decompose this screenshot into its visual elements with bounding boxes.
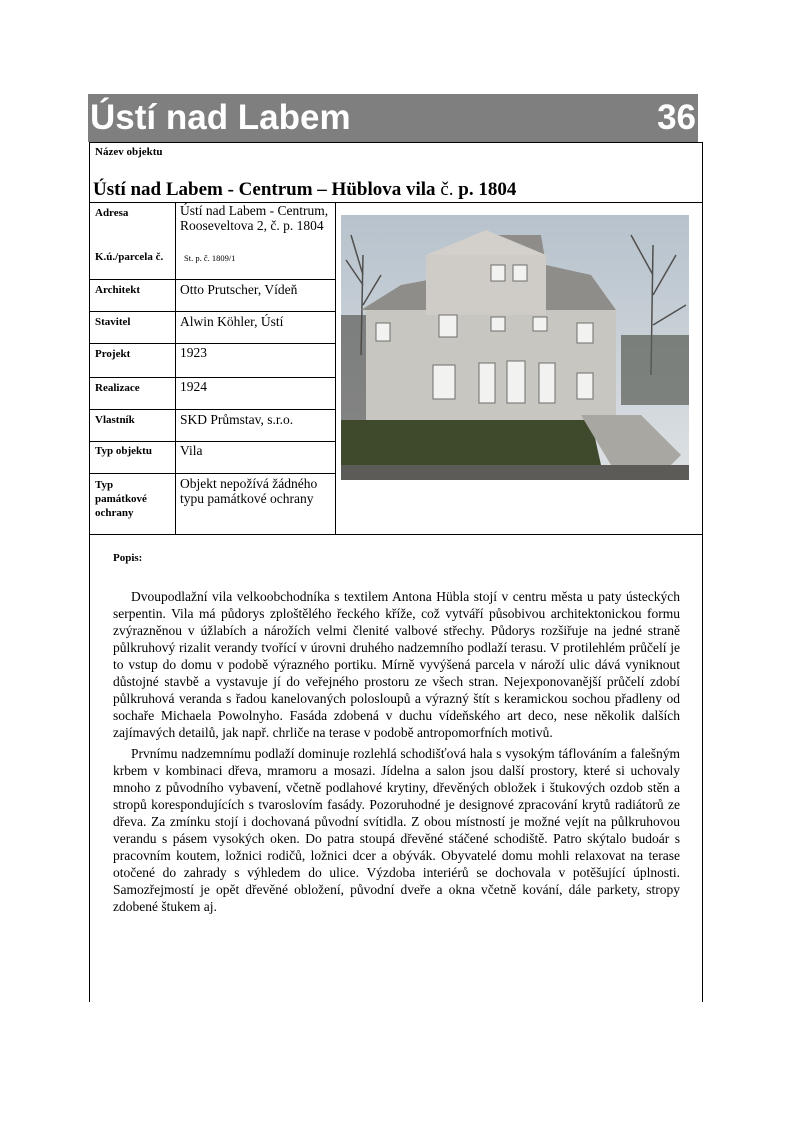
divider [89, 343, 336, 344]
object-type-value: Vila [180, 443, 203, 458]
owner-label: Vlastník [95, 414, 135, 426]
address-value: Ústí nad Labem - Centrum, Rooseveltova 2, č. p. 1804 [180, 203, 329, 233]
divider [89, 534, 703, 535]
architect-label: Architekt [95, 284, 141, 296]
divider [89, 409, 336, 410]
description-label: Popis: [113, 552, 143, 564]
description-paragraph: Dvoupodlažní vila velkoobchodníka s textilem Antona Hübla stojí v centru města u paty ústeckých serpentin. Vila má půdorys zploštělého řeckého kříže, což vytváří působivou architektonickou formu zvýrazněnou v úžlabích a nárožích velmi členité valbové střechy. Půdorys rozšiřuje na jedné straně půlkruhový rizalit verandy tvořící v úrovni druhého nadzemního podlaží terasu. V protilehlém průčelí je to vstup do domu v podobě výrazného portiku. Mírně vyvýšená parcela v nároží ulic dává vyniknout důstojné stavbě a vystavuje jí do veřejného prostoru ze všech stran. Nejexponovanější průčelí zdobí půlkruhová veranda s řadou kanelovaných polosloupů a výrazný štít s keramickou sochou přadleny od sochaře Michaela Powolnyho. Fasáda zdobená v duchu vídeňského art deco, nese několik dalších zajímavých detailů, jak např. chrliče na terase v podobě antropomorfních motivů. [113, 589, 680, 740]
protection-type-label: Typ památkové ochrany [95, 479, 147, 519]
parcel-label: K.ú./parcela č. [95, 251, 164, 263]
page-header [88, 94, 698, 142]
divider [89, 279, 336, 280]
page-number: 36 [657, 98, 696, 137]
divider [335, 202, 336, 534]
object-type-label: Typ objektu [95, 445, 152, 457]
owner-value: SKD Průmstav, s.r.o. [180, 412, 294, 427]
object-name-label: Název objektu [95, 146, 163, 158]
protection-type-value: Objekt nepožívá žádného typu památkové ochrany [180, 476, 318, 506]
villa-photo [341, 215, 689, 480]
project-value: 1923 [180, 345, 207, 360]
divider [89, 441, 336, 442]
description-text [113, 588, 680, 919]
parcel-value: St. p. č. 1809/1 [184, 253, 236, 263]
architect-value: Otto Prutscher, Vídeň [180, 282, 298, 297]
description-paragraph: Prvnímu nadzemnímu podlaží dominuje rozlehlá schodišťová hala s vysokým táflováním a falešným krbem v kombinaci dřeva, mramoru a mosazi. Jídelna a salon jsou další prostory, které si uchovaly mnoho z původního vybavení, včetně podlahové krytiny, dřevěných obložek i štukových ozdob stěn a stropů korespondujících s tvaroslovím fasády. Pozoruhodné je designové zpracování krytů radiátorů ze dřeva. Za zmínku stojí i dochovaná původní svítidla. Z obou místností je možné vejít na půlkruhovou verandu s pásem vysokých oken. Do patra stoupá dřevěné stáčené schodiště. Patro skýtalo budoár s pracovním koutem, ložnici rodičů, ložnici dcer a obývák. Obyvatelé domu mohli relaxovat na terase otočené do zahrady s výhledem do ulice. Výzdoba interiérů se dochovala v potěšující úplnosti. Samozřejmostí je opět dřevěné obložení, původní dveře a okna včetně kování, dále parkety, stropy zdobené štukem aj. [113, 746, 680, 914]
builder-value: Alwin Köhler, Ústí [180, 314, 284, 329]
divider [89, 311, 336, 312]
divider [89, 473, 336, 474]
project-label: Projekt [95, 348, 131, 360]
realization-label: Realizace [95, 382, 140, 394]
page-title: Ústí nad Labem [90, 98, 351, 137]
divider [175, 202, 176, 534]
divider [89, 377, 336, 378]
builder-label: Stavitel [95, 316, 131, 328]
realization-value: 1924 [180, 379, 207, 394]
object-name: Ústí nad Labem - Centrum – Hüblova vila č. p. 1804 [93, 179, 517, 200]
address-label: Adresa [95, 207, 129, 219]
